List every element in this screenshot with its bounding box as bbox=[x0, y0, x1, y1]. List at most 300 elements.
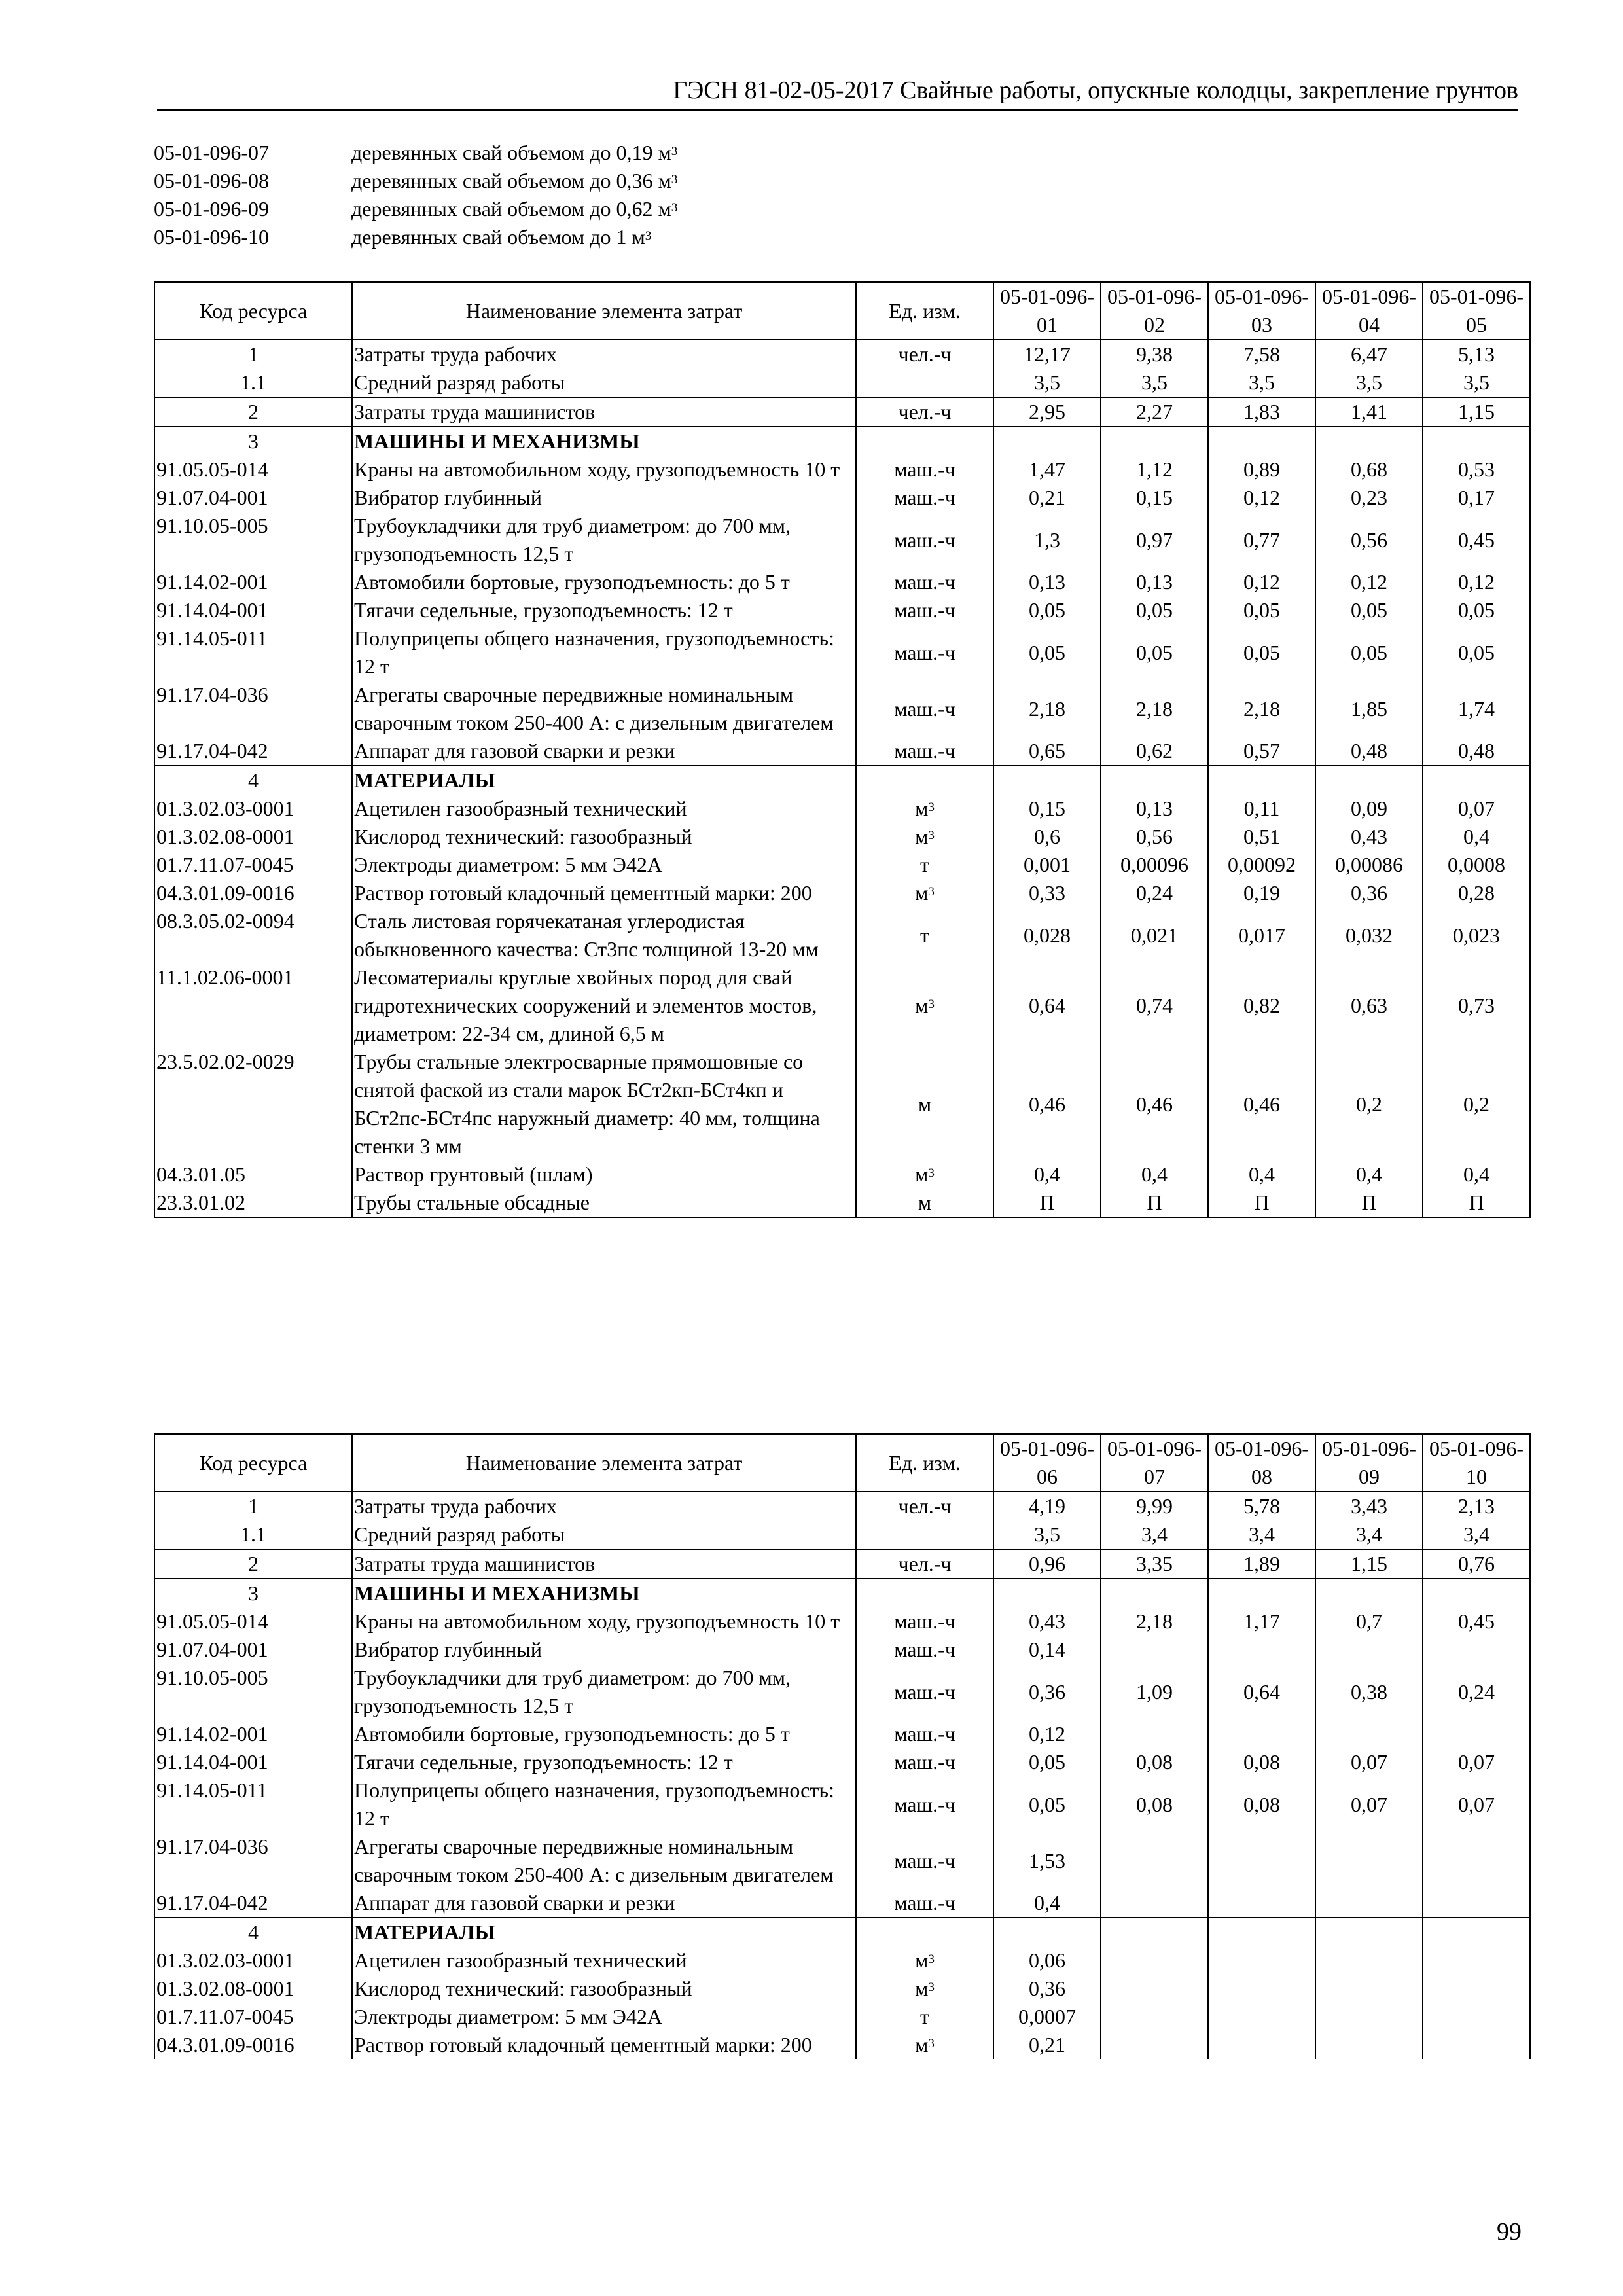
table-row bbox=[154, 2031, 1530, 2059]
table-row bbox=[154, 1607, 1530, 1636]
resource-value: 1,53 bbox=[993, 1833, 1101, 1889]
table-row bbox=[154, 1720, 1530, 1748]
resource-value: 0,05 bbox=[993, 624, 1101, 681]
page-number: 99 bbox=[1497, 2218, 1522, 2246]
resource-code: 04.3.01.09-0016 bbox=[154, 879, 352, 907]
resource-value bbox=[993, 766, 1101, 795]
resource-value: 0,24 bbox=[1423, 1664, 1530, 1720]
resource-value: 0,4 bbox=[1208, 1160, 1315, 1189]
table-row bbox=[154, 456, 1530, 484]
resource-value bbox=[1101, 2031, 1208, 2059]
resource-code: 91.14.04-001 bbox=[154, 1748, 352, 1776]
resource-value: 1,15 bbox=[1315, 1549, 1423, 1579]
resource-value: 3,5 bbox=[1423, 368, 1530, 397]
resource-code: 91.14.05-011 bbox=[154, 624, 352, 681]
resource-code: 01.3.02.08-0001 bbox=[154, 823, 352, 851]
resource-code: 01.3.02.03-0001 bbox=[154, 795, 352, 823]
code-list-code: 05-01-096-10 bbox=[154, 225, 269, 249]
resource-unit: маш.-ч bbox=[856, 1636, 993, 1664]
resource-value bbox=[1315, 1833, 1423, 1889]
resource-value: 0,6 bbox=[993, 823, 1101, 851]
resource-code: 91.10.05-005 bbox=[154, 512, 352, 568]
resource-value: 0,00096 bbox=[1101, 851, 1208, 879]
resource-value: 0,017 bbox=[1208, 907, 1315, 963]
resource-value: П bbox=[1423, 1189, 1530, 1217]
table-row bbox=[154, 681, 1530, 737]
table-row bbox=[154, 484, 1530, 512]
resource-code: 04.3.01.05 bbox=[154, 1160, 352, 1189]
resource-value: 0,62 bbox=[1101, 737, 1208, 766]
resource-value: 1,17 bbox=[1208, 1607, 1315, 1636]
resource-code: 1 bbox=[154, 1492, 352, 1520]
header-col: 05-01-096-04 bbox=[1315, 282, 1423, 340]
resource-value bbox=[1208, 1946, 1315, 1975]
resource-value: 0,028 bbox=[993, 907, 1101, 963]
resource-value: 0,15 bbox=[993, 795, 1101, 823]
resource-value bbox=[1315, 1579, 1423, 1607]
resource-value bbox=[1101, 1918, 1208, 1946]
resource-name: Автомобили бортовые, грузоподъемность: до 5 т bbox=[352, 568, 856, 596]
table-row bbox=[154, 1492, 1530, 1520]
table-row bbox=[154, 427, 1530, 456]
resource-value: 3,5 bbox=[1101, 368, 1208, 397]
resource-value bbox=[1101, 1833, 1208, 1889]
resource-value: 0,46 bbox=[1208, 1048, 1315, 1160]
table-row bbox=[154, 823, 1530, 851]
resource-name: Электроды диаметром: 5 мм Э42А bbox=[352, 851, 856, 879]
table-row bbox=[154, 1918, 1530, 1946]
resource-value: 0,63 bbox=[1315, 963, 1423, 1048]
resource-value: 2,18 bbox=[1101, 681, 1208, 737]
resource-value: 0,13 bbox=[1101, 568, 1208, 596]
code-list-item bbox=[154, 223, 677, 251]
resource-value: 2,95 bbox=[993, 397, 1101, 427]
resource-value: 0,00092 bbox=[1208, 851, 1315, 879]
resource-value: 0,07 bbox=[1423, 1748, 1530, 1776]
table-row bbox=[154, 340, 1530, 368]
resource-value: П bbox=[1208, 1189, 1315, 1217]
header-name: Наименование элемента затрат bbox=[352, 1434, 856, 1492]
resource-value bbox=[1101, 1975, 1208, 2003]
resource-value: 1,3 bbox=[993, 512, 1101, 568]
resource-table-2 bbox=[154, 1433, 1531, 2059]
resource-value: 0,43 bbox=[993, 1607, 1101, 1636]
resource-value: 0,89 bbox=[1208, 456, 1315, 484]
resource-code: 01.7.11.07-0045 bbox=[154, 2003, 352, 2031]
resource-value: 0,7 bbox=[1315, 1607, 1423, 1636]
resource-value: 1,85 bbox=[1315, 681, 1423, 737]
resource-value: 0,96 bbox=[993, 1549, 1101, 1579]
resource-value bbox=[1315, 1889, 1423, 1918]
resource-name: Аппарат для газовой сварки и резки bbox=[352, 737, 856, 766]
resource-value bbox=[1315, 1720, 1423, 1748]
resource-code: 1.1 bbox=[154, 368, 352, 397]
resource-unit: маш.-ч bbox=[856, 484, 993, 512]
resource-name: Кислород технический: газообразный bbox=[352, 1975, 856, 2003]
resource-value: 0,05 bbox=[1101, 596, 1208, 624]
resource-value: 2,18 bbox=[1101, 1607, 1208, 1636]
table-row bbox=[154, 1664, 1530, 1720]
resource-value: 3,5 bbox=[1208, 368, 1315, 397]
code-list-text: деревянных свай объемом до 0,19 $м^3$ bbox=[351, 141, 678, 164]
table-row bbox=[154, 766, 1530, 795]
resource-value bbox=[1315, 1946, 1423, 1975]
resource-value: 2,18 bbox=[993, 681, 1101, 737]
code-list-text: деревянных свай объемом до 1 $м^3$ bbox=[351, 225, 652, 249]
resource-value: 0,15 bbox=[1101, 484, 1208, 512]
resource-value: П bbox=[1315, 1189, 1423, 1217]
resource-value bbox=[1208, 1720, 1315, 1748]
table-row bbox=[154, 397, 1530, 427]
resource-value: 0,05 bbox=[993, 1776, 1101, 1833]
resource-value bbox=[1423, 766, 1530, 795]
resource-unit: $м^3$ bbox=[856, 879, 993, 907]
table-row bbox=[154, 1160, 1530, 1189]
resource-value: 3,5 bbox=[993, 1520, 1101, 1549]
resource-value: 0,06 bbox=[993, 1946, 1101, 1975]
table-row bbox=[154, 737, 1530, 766]
resource-value: 0,77 bbox=[1208, 512, 1315, 568]
resource-value: 0,4 bbox=[1423, 1160, 1530, 1189]
code-list-text: деревянных свай объемом до 0,62 $м^3$ bbox=[351, 197, 678, 221]
resource-name: МАШИНЫ И МЕХАНИЗМЫ bbox=[352, 427, 856, 456]
resource-name: Агрегаты сварочные передвижные номинальным сварочным током 250-400 А: с дизельным двигателем bbox=[352, 1833, 856, 1889]
resource-name: Аппарат для газовой сварки и резки bbox=[352, 1889, 856, 1918]
resource-value: 9,38 bbox=[1101, 340, 1208, 368]
resource-value: 0,64 bbox=[1208, 1664, 1315, 1720]
table-row bbox=[154, 1946, 1530, 1975]
resource-unit bbox=[856, 1520, 993, 1549]
resource-value bbox=[1101, 1946, 1208, 1975]
resource-code: 91.17.04-042 bbox=[154, 737, 352, 766]
resource-unit: маш.-ч bbox=[856, 512, 993, 568]
resource-value: 1,89 bbox=[1208, 1549, 1315, 1579]
resource-unit: маш.-ч bbox=[856, 456, 993, 484]
resource-value: 0,45 bbox=[1423, 512, 1530, 568]
resource-name: МАТЕРИАЛЫ bbox=[352, 766, 856, 795]
resource-value: 0,021 bbox=[1101, 907, 1208, 963]
resource-name: Ацетилен газообразный технический bbox=[352, 1946, 856, 1975]
resource-value: 0,68 bbox=[1315, 456, 1423, 484]
resource-unit: чел.-ч bbox=[856, 397, 993, 427]
resource-value bbox=[1208, 1918, 1315, 1946]
code-list-item bbox=[154, 139, 677, 167]
resource-name: Вибратор глубинный bbox=[352, 484, 856, 512]
resource-unit: маш.-ч bbox=[856, 1889, 993, 1918]
table-row bbox=[154, 2003, 1530, 2031]
resource-value bbox=[1315, 2031, 1423, 2059]
resource-value bbox=[1423, 2031, 1530, 2059]
resource-code: 23.5.02.02-0029 bbox=[154, 1048, 352, 1160]
resource-value bbox=[1208, 427, 1315, 456]
resource-unit bbox=[856, 1918, 993, 1946]
resource-value: 0,032 bbox=[1315, 907, 1423, 963]
header-col: 05-01-096-01 bbox=[993, 282, 1101, 340]
resource-value bbox=[1208, 1889, 1315, 1918]
resource-name: Трубоукладчики для труб диаметром: до 700 мм, грузоподъемность 12,5 т bbox=[352, 512, 856, 568]
resource-unit: маш.-ч bbox=[856, 1833, 993, 1889]
resource-value: 3,4 bbox=[1315, 1520, 1423, 1549]
resource-value: 0,74 bbox=[1101, 963, 1208, 1048]
resource-value: 1,41 bbox=[1315, 397, 1423, 427]
resource-value: 3,4 bbox=[1101, 1520, 1208, 1549]
resource-value: 0,73 bbox=[1423, 963, 1530, 1048]
resource-value: 0,12 bbox=[1423, 568, 1530, 596]
resource-name: Раствор грунтовый (шлам) bbox=[352, 1160, 856, 1189]
resource-name: Трубоукладчики для труб диаметром: до 700 мм, грузоподъемность 12,5 т bbox=[352, 1664, 856, 1720]
code-list-code: 05-01-096-07 bbox=[154, 141, 269, 164]
resource-name: Кислород технический: газообразный bbox=[352, 823, 856, 851]
resource-value: 0,07 bbox=[1423, 795, 1530, 823]
resource-value: П bbox=[993, 1189, 1101, 1217]
resource-value: 1,74 bbox=[1423, 681, 1530, 737]
header-unit: Ед. изм. bbox=[856, 282, 993, 340]
resource-value: 0,23 bbox=[1315, 484, 1423, 512]
resource-code: 91.07.04-001 bbox=[154, 1636, 352, 1664]
resource-name: Агрегаты сварочные передвижные номинальным сварочным током 250-400 А: с дизельным двигателем bbox=[352, 681, 856, 737]
resource-value: 0,19 bbox=[1208, 879, 1315, 907]
resource-value: 0,48 bbox=[1315, 737, 1423, 766]
resource-name: Раствор готовый кладочный цементный марки: 200 bbox=[352, 879, 856, 907]
resource-unit bbox=[856, 368, 993, 397]
resource-value: 3,35 bbox=[1101, 1549, 1208, 1579]
header-col: 05-01-096-06 bbox=[993, 1434, 1101, 1492]
resource-value bbox=[1423, 1720, 1530, 1748]
resource-table-1 bbox=[154, 281, 1531, 1218]
page-header bbox=[157, 73, 1518, 111]
resource-name: Трубы стальные обсадные bbox=[352, 1189, 856, 1217]
resource-name: Лесоматериалы круглые хвойных пород для свай гидротехнических сооружений и элементов мостов, диаметром: 22-34 см, длиной 6,5 м bbox=[352, 963, 856, 1048]
table-row bbox=[154, 1579, 1530, 1607]
resource-value: 0,05 bbox=[1208, 624, 1315, 681]
resource-value: 0,2 bbox=[1315, 1048, 1423, 1160]
resource-value bbox=[1315, 766, 1423, 795]
resource-value: 2,18 bbox=[1208, 681, 1315, 737]
resource-unit: т bbox=[856, 2003, 993, 2031]
resource-name: Полуприцепы общего назначения, грузоподъемность: 12 т bbox=[352, 1776, 856, 1833]
resource-value bbox=[1208, 1636, 1315, 1664]
resource-unit: т bbox=[856, 851, 993, 879]
header-col: 05-01-096-08 bbox=[1208, 1434, 1315, 1492]
resource-value: 0,05 bbox=[1423, 624, 1530, 681]
resource-unit: маш.-ч bbox=[856, 1748, 993, 1776]
resource-unit: $м^3$ bbox=[856, 823, 993, 851]
resource-value bbox=[1423, 427, 1530, 456]
resource-code: 23.3.01.02 bbox=[154, 1189, 352, 1217]
header-code: Код ресурса bbox=[154, 1434, 352, 1492]
resource-value: 1,47 bbox=[993, 456, 1101, 484]
resource-value: 0,14 bbox=[993, 1636, 1101, 1664]
resource-value: 0,08 bbox=[1101, 1776, 1208, 1833]
resource-unit: маш.-ч bbox=[856, 1776, 993, 1833]
resource-value bbox=[1423, 1918, 1530, 1946]
resource-unit: маш.-ч bbox=[856, 596, 993, 624]
resource-value: 0,36 bbox=[993, 1975, 1101, 2003]
resource-unit: $м^3$ bbox=[856, 795, 993, 823]
resource-unit: маш.-ч bbox=[856, 1664, 993, 1720]
resource-value bbox=[1423, 1946, 1530, 1975]
code-list-text: деревянных свай объемом до 0,36 $м^3$ bbox=[351, 169, 678, 192]
resource-unit: м bbox=[856, 1048, 993, 1160]
code-list-item bbox=[154, 195, 677, 223]
resource-unit: маш.-ч bbox=[856, 624, 993, 681]
resource-name: Тягачи седельные, грузоподъемность: 12 т bbox=[352, 596, 856, 624]
resource-unit: чел.-ч bbox=[856, 1549, 993, 1579]
table-row bbox=[154, 1048, 1530, 1160]
resource-value: 0,45 bbox=[1423, 1607, 1530, 1636]
resource-name: МАТЕРИАЛЫ bbox=[352, 1918, 856, 1946]
code-list-code: 05-01-096-09 bbox=[154, 197, 269, 221]
resource-code: 91.10.05-005 bbox=[154, 1664, 352, 1720]
resource-value: 3,43 bbox=[1315, 1492, 1423, 1520]
resource-value: 0,53 bbox=[1423, 456, 1530, 484]
resource-code: 3 bbox=[154, 427, 352, 456]
resource-value bbox=[1208, 1579, 1315, 1607]
resource-value: 0,12 bbox=[1208, 484, 1315, 512]
resource-value bbox=[993, 1579, 1101, 1607]
header-unit: Ед. изм. bbox=[856, 1434, 993, 1492]
resource-value: 0,2 bbox=[1423, 1048, 1530, 1160]
resource-value: 0,4 bbox=[1423, 823, 1530, 851]
header-col: 05-01-096-07 bbox=[1101, 1434, 1208, 1492]
document-title: ГЭСН 81-02-05-2017 Свайные работы, опускные колодцы, закрепление грунтов bbox=[673, 77, 1518, 104]
resource-value: 0,56 bbox=[1101, 823, 1208, 851]
resource-unit: маш.-ч bbox=[856, 1720, 993, 1748]
resource-value bbox=[1423, 1833, 1530, 1889]
resource-value: 0,38 bbox=[1315, 1664, 1423, 1720]
resource-name: Сталь листовая горячекатаная углеродистая обыкновенного качества: Ст3пс толщиной 13-20 мм bbox=[352, 907, 856, 963]
resource-value: 0,46 bbox=[993, 1048, 1101, 1160]
table-row bbox=[154, 1748, 1530, 1776]
resource-value: П bbox=[1101, 1189, 1208, 1217]
resource-code: 91.05.05-014 bbox=[154, 456, 352, 484]
resource-name: Средний разряд работы bbox=[352, 1520, 856, 1549]
resource-name: Затраты труда рабочих bbox=[352, 340, 856, 368]
resource-value: 0,48 bbox=[1423, 737, 1530, 766]
resource-value: 1,83 bbox=[1208, 397, 1315, 427]
resource-value: 0,05 bbox=[993, 596, 1101, 624]
resource-value: 0,4 bbox=[993, 1160, 1101, 1189]
resource-value: 0,0007 bbox=[993, 2003, 1101, 2031]
resource-value: 9,99 bbox=[1101, 1492, 1208, 1520]
resource-name: Средний разряд работы bbox=[352, 368, 856, 397]
resource-code: 01.3.02.08-0001 bbox=[154, 1975, 352, 2003]
resource-value bbox=[1101, 1579, 1208, 1607]
resource-value: 0,09 bbox=[1315, 795, 1423, 823]
resource-code: 91.14.02-001 bbox=[154, 1720, 352, 1748]
resource-value: 0,0008 bbox=[1423, 851, 1530, 879]
resource-value: 0,07 bbox=[1423, 1776, 1530, 1833]
resource-value bbox=[1315, 1918, 1423, 1946]
resource-code: 11.1.02.06-0001 bbox=[154, 963, 352, 1048]
resource-code: 91.17.04-036 bbox=[154, 681, 352, 737]
resource-code: 4 bbox=[154, 1918, 352, 1946]
resource-value: 0,12 bbox=[1315, 568, 1423, 596]
resource-value: 0,05 bbox=[1315, 624, 1423, 681]
resource-name: Краны на автомобильном ходу, грузоподъемность 10 т bbox=[352, 1607, 856, 1636]
table-row bbox=[154, 1636, 1530, 1664]
resource-unit: маш.-ч bbox=[856, 737, 993, 766]
table-row bbox=[154, 1189, 1530, 1217]
resource-value: 0,13 bbox=[1101, 795, 1208, 823]
resource-value: 3,4 bbox=[1208, 1520, 1315, 1549]
resource-code: 01.7.11.07-0045 bbox=[154, 851, 352, 879]
table-row bbox=[154, 795, 1530, 823]
resource-name: Вибратор глубинный bbox=[352, 1636, 856, 1664]
resource-value: 3,5 bbox=[1315, 368, 1423, 397]
table-row bbox=[154, 1975, 1530, 2003]
resource-value: 0,97 bbox=[1101, 512, 1208, 568]
resource-value: 0,65 bbox=[993, 737, 1101, 766]
table-row bbox=[154, 1776, 1530, 1833]
resource-name: Затраты труда рабочих bbox=[352, 1492, 856, 1520]
table-row bbox=[154, 368, 1530, 397]
resource-value: 0,56 bbox=[1315, 512, 1423, 568]
resource-code: 91.17.04-042 bbox=[154, 1889, 352, 1918]
resource-value: 0,82 bbox=[1208, 963, 1315, 1048]
resource-value: 0,05 bbox=[1423, 596, 1530, 624]
resource-unit: маш.-ч bbox=[856, 568, 993, 596]
resource-code: 91.14.04-001 bbox=[154, 596, 352, 624]
resource-value: 12,17 bbox=[993, 340, 1101, 368]
resource-value: 0,36 bbox=[1315, 879, 1423, 907]
resource-value bbox=[1423, 2003, 1530, 2031]
resource-unit: м bbox=[856, 1189, 993, 1217]
resource-name: Трубы стальные электросварные прямошовные со снятой фаской из стали марок БСт2кп-БСт4кп и БСт2пс-БСт4пс наружный диаметр: 40 мм, толщина стенки 3 мм bbox=[352, 1048, 856, 1160]
code-list-code: 05-01-096-08 bbox=[154, 169, 269, 192]
header-name: Наименование элемента затрат bbox=[352, 282, 856, 340]
resource-value: 0,57 bbox=[1208, 737, 1315, 766]
resource-value: 7,58 bbox=[1208, 340, 1315, 368]
resource-name: Краны на автомобильном ходу, грузоподъемность 10 т bbox=[352, 456, 856, 484]
resource-value: 0,17 bbox=[1423, 484, 1530, 512]
resource-value: 0,51 bbox=[1208, 823, 1315, 851]
resource-name: Автомобили бортовые, грузоподъемность: до 5 т bbox=[352, 1720, 856, 1748]
table-row bbox=[154, 624, 1530, 681]
resource-value: 0,46 bbox=[1101, 1048, 1208, 1160]
resource-value: 0,00086 bbox=[1315, 851, 1423, 879]
header-col: 05-01-096-09 bbox=[1315, 1434, 1423, 1492]
code-list bbox=[154, 139, 677, 251]
resource-value: 6,47 bbox=[1315, 340, 1423, 368]
resource-value: 2,13 bbox=[1423, 1492, 1530, 1520]
resource-value bbox=[1101, 427, 1208, 456]
resource-value: 1,12 bbox=[1101, 456, 1208, 484]
resource-value bbox=[1208, 766, 1315, 795]
resource-value bbox=[1423, 1975, 1530, 2003]
resource-value: 0,76 bbox=[1423, 1549, 1530, 1579]
resource-value: 1,15 bbox=[1423, 397, 1530, 427]
resource-unit bbox=[856, 766, 993, 795]
resource-value: 4,19 bbox=[993, 1492, 1101, 1520]
resource-name: Электроды диаметром: 5 мм Э42А bbox=[352, 2003, 856, 2031]
resource-unit: $м^3$ bbox=[856, 1946, 993, 1975]
table-row bbox=[154, 512, 1530, 568]
resource-unit: маш.-ч bbox=[856, 681, 993, 737]
resource-value bbox=[993, 1918, 1101, 1946]
header-col: 05-01-096-10 bbox=[1423, 1434, 1530, 1492]
resource-value bbox=[1423, 1889, 1530, 1918]
table-row bbox=[154, 568, 1530, 596]
resource-unit: чел.-ч bbox=[856, 340, 993, 368]
resource-name: Затраты труда машинистов bbox=[352, 1549, 856, 1579]
resource-value: 0,05 bbox=[1208, 596, 1315, 624]
resource-value: 0,28 bbox=[1423, 879, 1530, 907]
table-row bbox=[154, 879, 1530, 907]
resource-value: 0,36 bbox=[993, 1664, 1101, 1720]
resource-unit bbox=[856, 427, 993, 456]
resource-unit: $м^3$ bbox=[856, 963, 993, 1048]
